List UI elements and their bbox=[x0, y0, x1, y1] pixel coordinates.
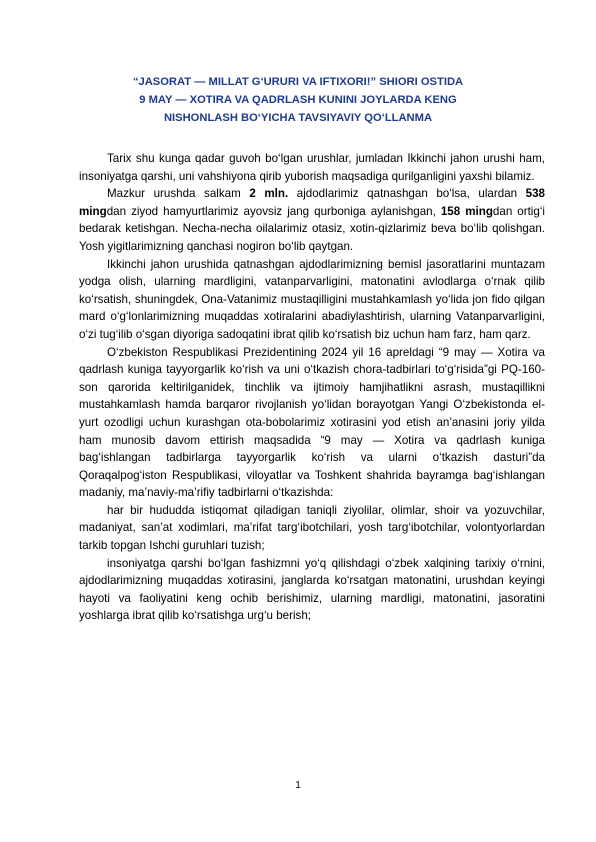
title-line-3: NISHONLASH BO‘YICHA TAVSIYAVIY QO‘LLANMA bbox=[163, 112, 433, 124]
document-body bbox=[79, 150, 545, 625]
paragraph-2 bbox=[79, 185, 545, 255]
paragraph-3: Ikkinchi jahon urushida qatnashgan ajdodlarimizning bemisl jasoratlarini muntazam yodga olish, ularning mardligini, vatanparvarligini, matonatini avlodlarga o‘rnak qilib ko‘rsatish, shuningdek, Ona-Vatanimiz mustaqilligini mustahkamlash yo‘lida jon fido qilgan mard o‘g‘lonlarimizning muqaddas xotiralarini abadiylashtirish, ularning Vatanparvarligini, o‘zi tug‘ilib o‘sgan diyoriga sadoqatini ibrat qilib ko‘rsatish biz uchun ham farz, ham qarz. bbox=[79, 257, 545, 341]
paragraph-2-text-4: dan ortig‘i bedarak ketishgan. Necha-necha oilalarimiz otasiz, xotin-qizlarimiz beva bo‘lib qolishgan. Yosh yigitlarimizning qanchasi nogiron bo‘lib qaytgan. bbox=[79, 204, 545, 253]
paragraph-4: O‘zbekiston Respublikasi Prezidentining 2024 yil 16 apreldagi “9 may — Xotira va qadrlash kuniga tayyorgarlik ko‘rish va uni o‘tkazish chora-tadbirlari to‘g‘risida”gi PQ-160-son qarorida keltirilganidek, tinchlik va ijtimoiy hamjihatlikni asrash, mustaqillikni mustahkamlash hamda barqaror rivojlanish yo‘lidan borayotgan Yangi O‘zbekistonda el-yurt ozodligi uchun kurashgan ota-bobolarimiz xotirasini yod etish an’anasini joriy yilda ham munosib davom ettirish maqsadida “9 may — Xotira va qadrlash kuniga bag‘ishlangan tadbirlarga tayyorgarlik ko‘rish va ularni o‘tkazish dasturi”da Qoraqalpog‘iston Respublikasi, viloyatlar va Toshkent shahrida bayramga bag‘ishlangan madaniy, ma’naviy-ma’rifiy tadbirlarni o‘tkazishda: bbox=[79, 345, 545, 500]
paragraph-2-text-1: Mazkur urushda salkam bbox=[107, 187, 250, 201]
paragraph-2-bold-3: 158 ming bbox=[440, 204, 493, 218]
paragraph-2-text-2: ajdodlarimiz qatnashgan bo‘lsa, ulardan bbox=[288, 187, 526, 201]
document-title bbox=[60, 73, 536, 127]
paragraph-2-bold-1: 2 mln. bbox=[249, 187, 289, 201]
title-line-1: “JASORAT — MILLAT G‘URURI VA IFTIXORI!” SHIORI OSTIDA bbox=[132, 76, 464, 88]
paragraph-5: har bir hududda istiqomat qiladigan taniqli ziyolilar, olimlar, shoir va yozuvchilar, madaniyat, san’at xodimlari, ma’rifat targ‘ibotchilari, yosh targ‘ibotchilar, volontyorlardan tarkib topgan Ishchi guruhlari tuzish; bbox=[79, 503, 545, 553]
paragraph-6: insoniyatga qarshi bo‘lgan fashizmni yo‘q qilishdagi o‘zbek xalqining tarixiy o‘rnini, ajdodlarimizning muqaddas xotirasini, janglarda ko‘rsatgan matonatini, urushdan keyingi hayoti va faoliyatini keng ochib berishimiz, ularning mardligi, matonatini, jasoratini yoshlarga ibrat qilib ko‘rsatishga urg‘u berish; bbox=[79, 556, 545, 623]
paragraph-2-text-3: dan ziyod hamyurtlarimiz ayovsiz jang qurboniga aylanishgan, bbox=[106, 204, 441, 218]
paragraph-2-bold-2: 538 ming bbox=[79, 187, 545, 218]
title-line-2: 9 MAY — XOTIRA VA QADRLASH KUNINI JOYLARDA KENG bbox=[139, 94, 457, 106]
paragraph-1: Tarix shu kunga qadar guvoh bo‘lgan urushlar, jumladan Ikkinchi jahon urushi ham, insoniyatga qarshi, uni vahshiyona qirib yuborish maqsadiga qurilganligini yaxshi bilamiz. bbox=[79, 152, 545, 183]
page-number: 1 bbox=[295, 780, 301, 791]
